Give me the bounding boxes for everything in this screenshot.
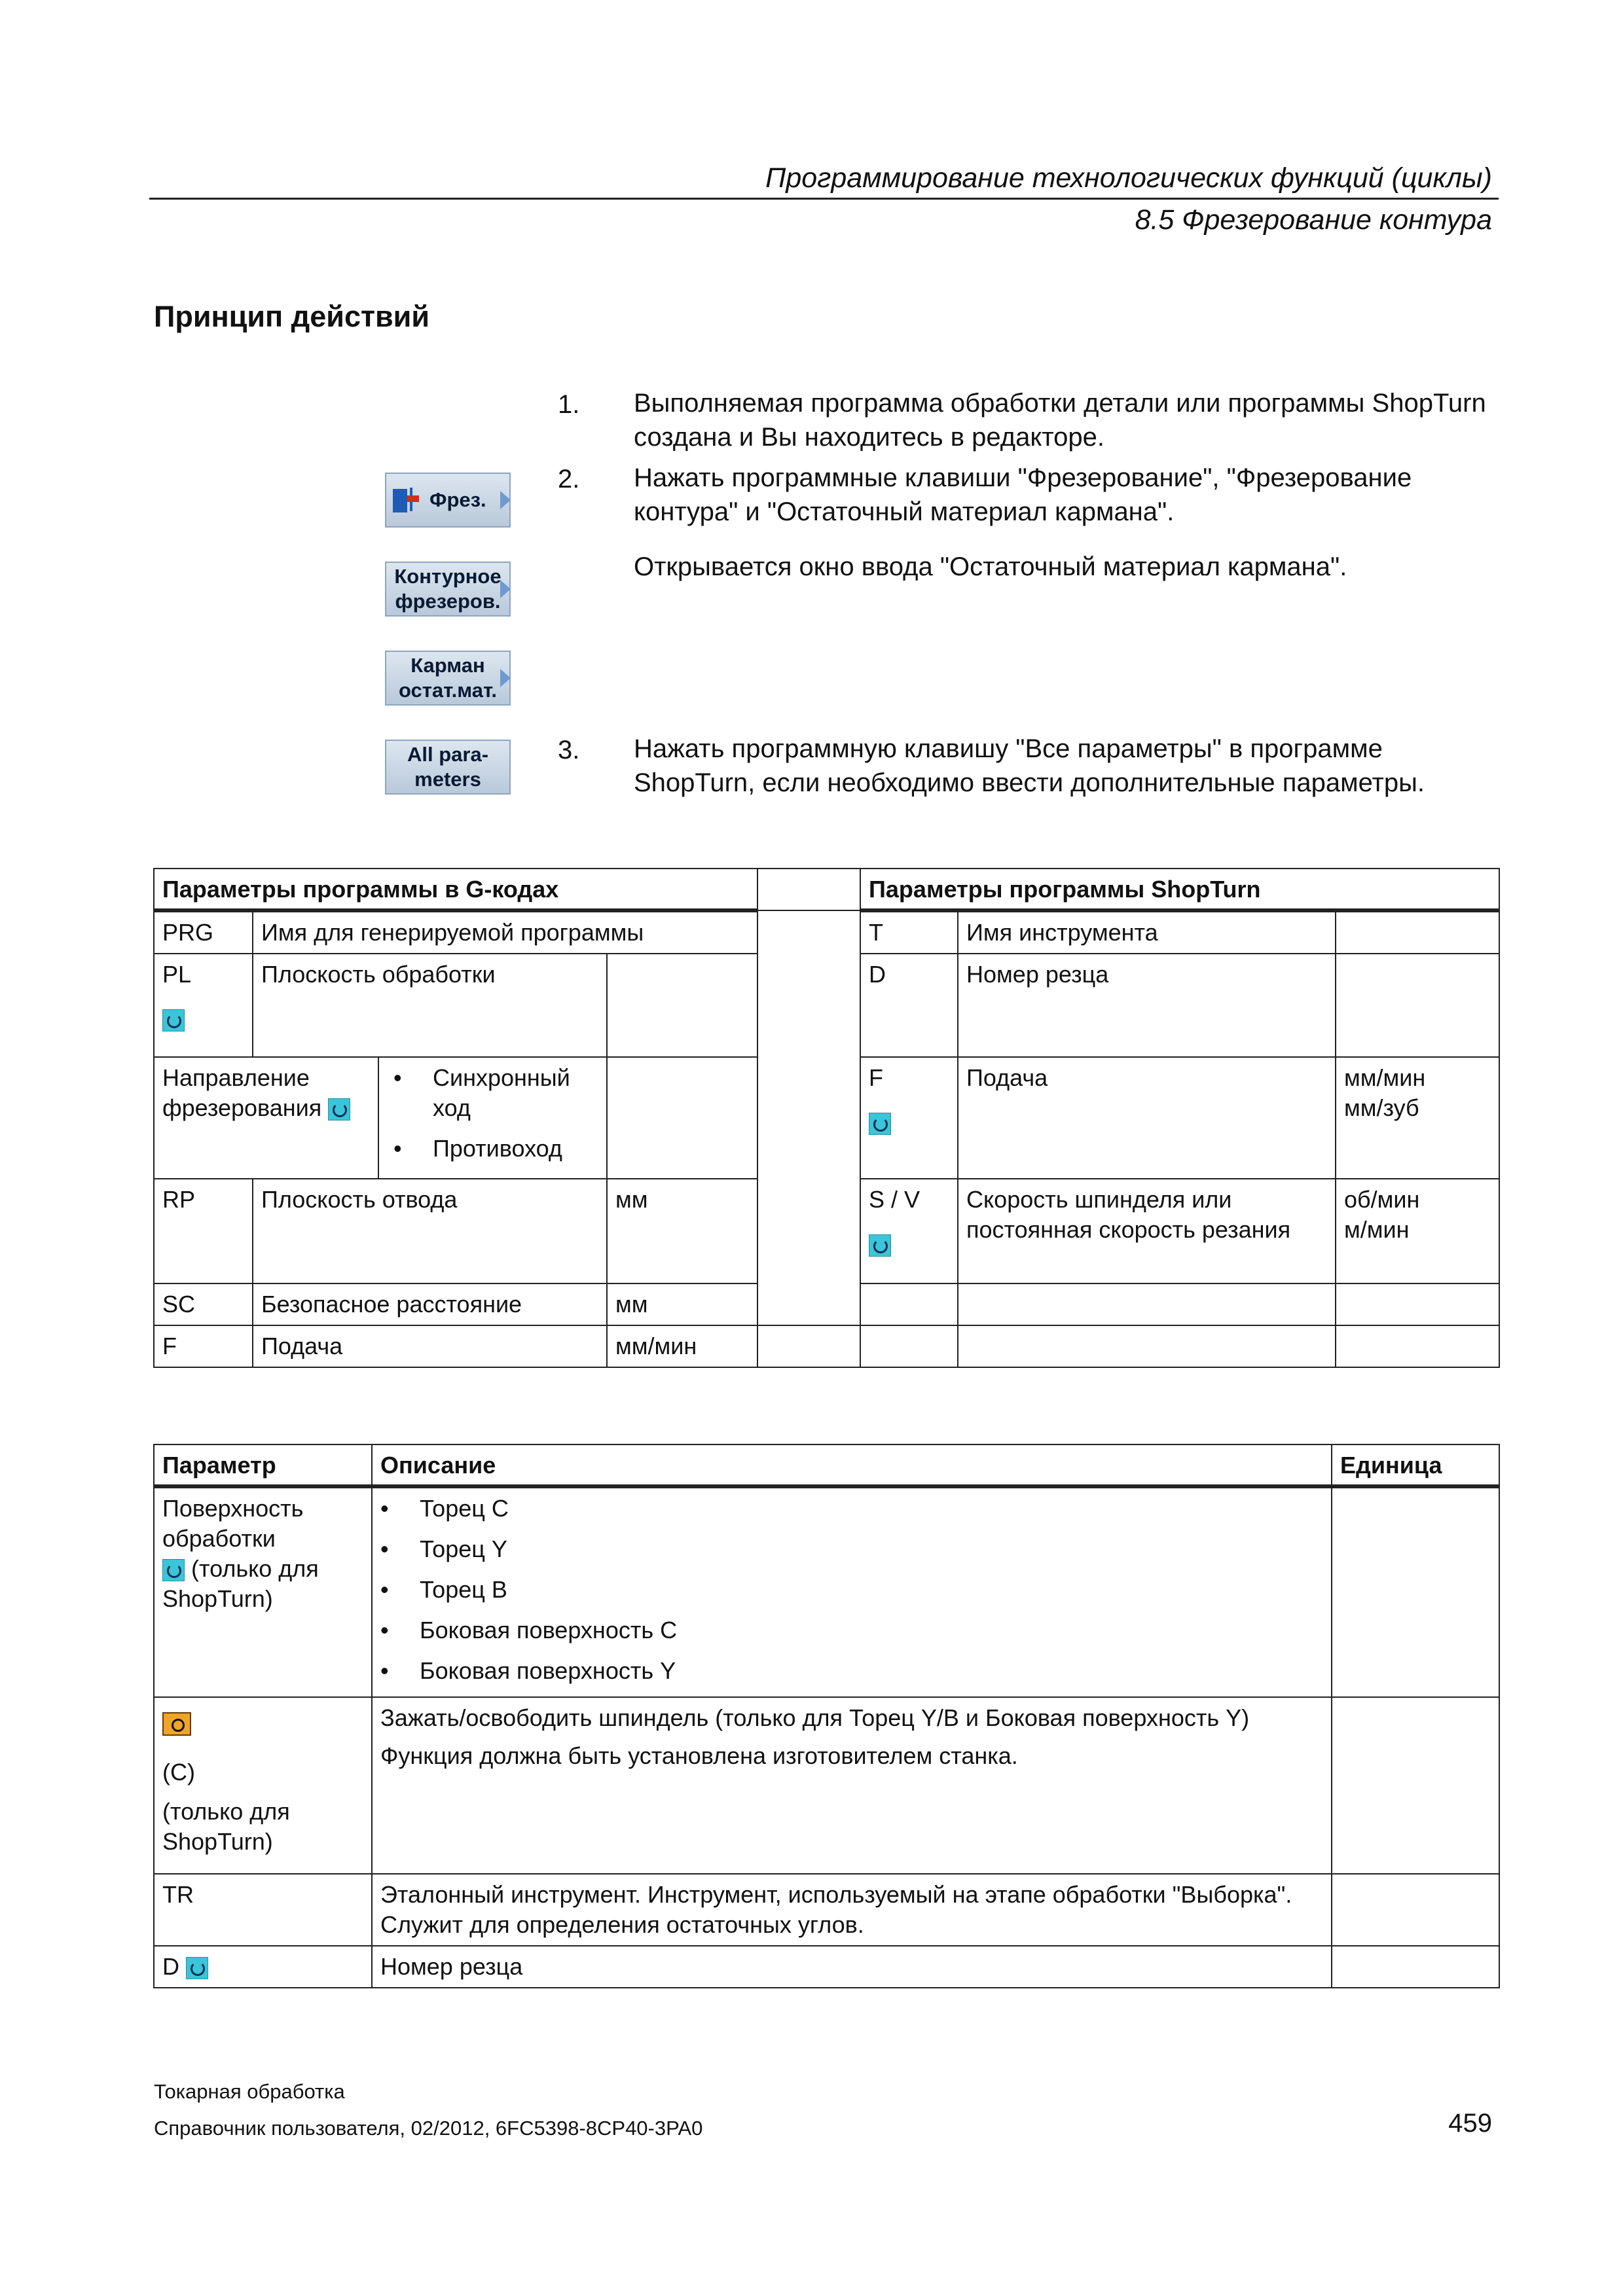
step-text: Нажать программную клавишу "Все параметры" в программе ShopTurn, если необходимо ввести дополнительные параметры. [634,734,1425,797]
option-item: • Боковая поверхность Y [420,1656,1323,1686]
param-desc: Имя инструмента [958,910,1336,954]
param-desc: Номер резца [958,954,1336,1057]
param-name-cell [154,1486,372,1697]
option-item: • Торец C [420,1494,1323,1524]
spindle-clamp-icon[interactable] [162,1712,191,1736]
param-unit: мм [607,1283,757,1325]
empty-cell [860,1283,958,1325]
param-unit: м/мин [1344,1216,1410,1243]
softkey-label: meters [414,768,481,791]
softkey-label: фрезеров. [395,590,501,613]
header-rule [149,198,1499,200]
param-name: PRG [154,910,253,954]
toggle-icon[interactable] [162,1559,185,1581]
parameter-description-table [153,1444,1500,1988]
step-text: Открывается окно ввода "Остаточный материал кармана". [634,552,1347,581]
softkey-label: Фрез. [429,488,486,511]
param-desc: Функция должна быть установлена изготовителем станка. [380,1742,1018,1769]
option-item: • Противоход [433,1134,598,1164]
column-header: Параметр [154,1444,372,1486]
all-parameters-softkey[interactable] [385,740,511,795]
step-number: 3. [558,736,580,764]
param-desc: Подача [958,1057,1336,1179]
param-unit [1336,954,1499,1057]
pocket-residual-softkey[interactable] [385,651,511,706]
param-unit [1336,910,1499,954]
param-unit [1332,1697,1499,1874]
parameters-table [153,868,1500,1368]
footer-manual: Справочник пользователя, 02/2012, 6FC5398-8CP40-3PA0 [154,2117,703,2140]
param-desc: Плоскость обработки [253,954,607,1057]
param-name-cell [860,1057,958,1179]
param-unit: мм/мин [607,1325,757,1367]
step-text: Нажать программные клавиши "Фрезерование", "Фрезерование контура" и "Остаточный материал кармана". [634,463,1412,526]
param-name: Поверхность обработки [162,1495,304,1552]
softkey-label: All para- [407,743,489,766]
param-unit: мм/зуб [1344,1094,1419,1121]
param-unit [1332,1486,1499,1697]
param-desc: Скорость шпинделя или постоянная скорость резания [958,1179,1336,1283]
param-options [378,1057,607,1179]
toggle-icon[interactable] [869,1234,891,1257]
param-name: Направление фрезерования [162,1064,322,1121]
option-item: • Торец Y [420,1534,1323,1564]
shopturn-params-header: Параметры программы ShopTurn [860,869,1499,910]
param-name-cell [154,1697,372,1874]
param-name: TR [154,1874,372,1946]
toggle-icon[interactable] [869,1113,891,1135]
step-number: 2. [558,465,580,493]
toggle-icon[interactable] [328,1098,350,1121]
param-options [372,1486,1332,1697]
empty-cell [860,1325,958,1367]
spacer-cell [757,869,860,910]
softkey-label: остат.мат. [398,679,498,702]
param-unit-cell [1336,1057,1499,1179]
option-item: • Торец B [420,1575,1323,1605]
milling-tool-icon [393,486,423,514]
param-name: S / V [869,1186,921,1213]
empty-cell [1336,1325,1499,1367]
toggle-icon[interactable] [186,1957,208,1979]
column-header: Единица [1332,1444,1499,1486]
param-name: SC [154,1283,253,1325]
toggle-icon[interactable] [162,1009,185,1031]
param-name: F [869,1064,884,1091]
option-item: • Боковая поверхность C [420,1615,1323,1645]
param-name-cell [860,1179,958,1283]
param-desc: Номер резца [372,1946,1332,1988]
footer-product: Токарная обработка [154,2080,345,2103]
param-unit [1332,1946,1499,1988]
param-desc: Безопасное расстояние [253,1283,607,1325]
param-name: RP [154,1179,253,1283]
param-note: (только для ShopTurn) [162,1555,319,1612]
softkey-label: Контурное [394,565,501,588]
param-note: (только для ShopTurn) [162,1798,290,1855]
empty-cell [958,1325,1336,1367]
param-name: D [162,1953,179,1980]
param-name-cell [154,954,253,1057]
param-name: T [860,910,958,954]
empty-cell [958,1283,1336,1325]
section-title: 8.5 Фрезерование контура [1135,204,1492,236]
param-desc: Эталонный инструмент. Инструмент, используемый на этапе обработки "Выборка". Служит для определения остаточных углов. [372,1874,1332,1946]
empty-cell [1336,1283,1499,1325]
param-unit [607,954,757,1057]
spacer-cell [757,910,860,1325]
param-unit: мм [607,1179,757,1283]
page-heading: Принцип действий [154,300,429,333]
param-desc: Имя для генерируемой программы [253,910,757,954]
milling-softkey[interactable] [385,473,511,528]
param-desc: Зажать/освободить шпиндель (только для Торец Y/B и Боковая поверхность Y) [380,1704,1250,1731]
param-unit [607,1057,757,1179]
step-number: 1. [558,390,580,419]
column-header: Описание [372,1444,1332,1486]
param-name-cell [154,1057,378,1179]
spacer-cell [757,1325,860,1367]
step-text: Выполняемая программа обработки детали или программы ShopTurn создана и Вы находитесь в редакторе. [634,389,1486,452]
chapter-title: Программирование технологических функций (циклы) [765,162,1492,194]
param-name: F [154,1325,253,1367]
contour-milling-softkey[interactable] [385,562,511,617]
param-unit: об/мин [1344,1186,1420,1213]
param-unit-cell [1336,1179,1499,1283]
gcode-params-header: Параметры программы в G-кодах [154,869,757,910]
param-name-cell [154,1946,372,1988]
softkey-label: Карман [410,654,485,677]
param-alt-icon: (C) [162,1759,195,1785]
param-desc: Подача [253,1325,607,1367]
param-desc-cell [372,1697,1332,1874]
param-name: PL [162,961,192,988]
param-name: D [860,954,958,1057]
option-item: • Синхронный ход [433,1063,598,1123]
param-unit [1332,1874,1499,1946]
param-unit: мм/мин [1344,1064,1426,1091]
page-number: 459 [1448,2109,1492,2138]
param-desc: Плоскость отвода [253,1179,607,1283]
